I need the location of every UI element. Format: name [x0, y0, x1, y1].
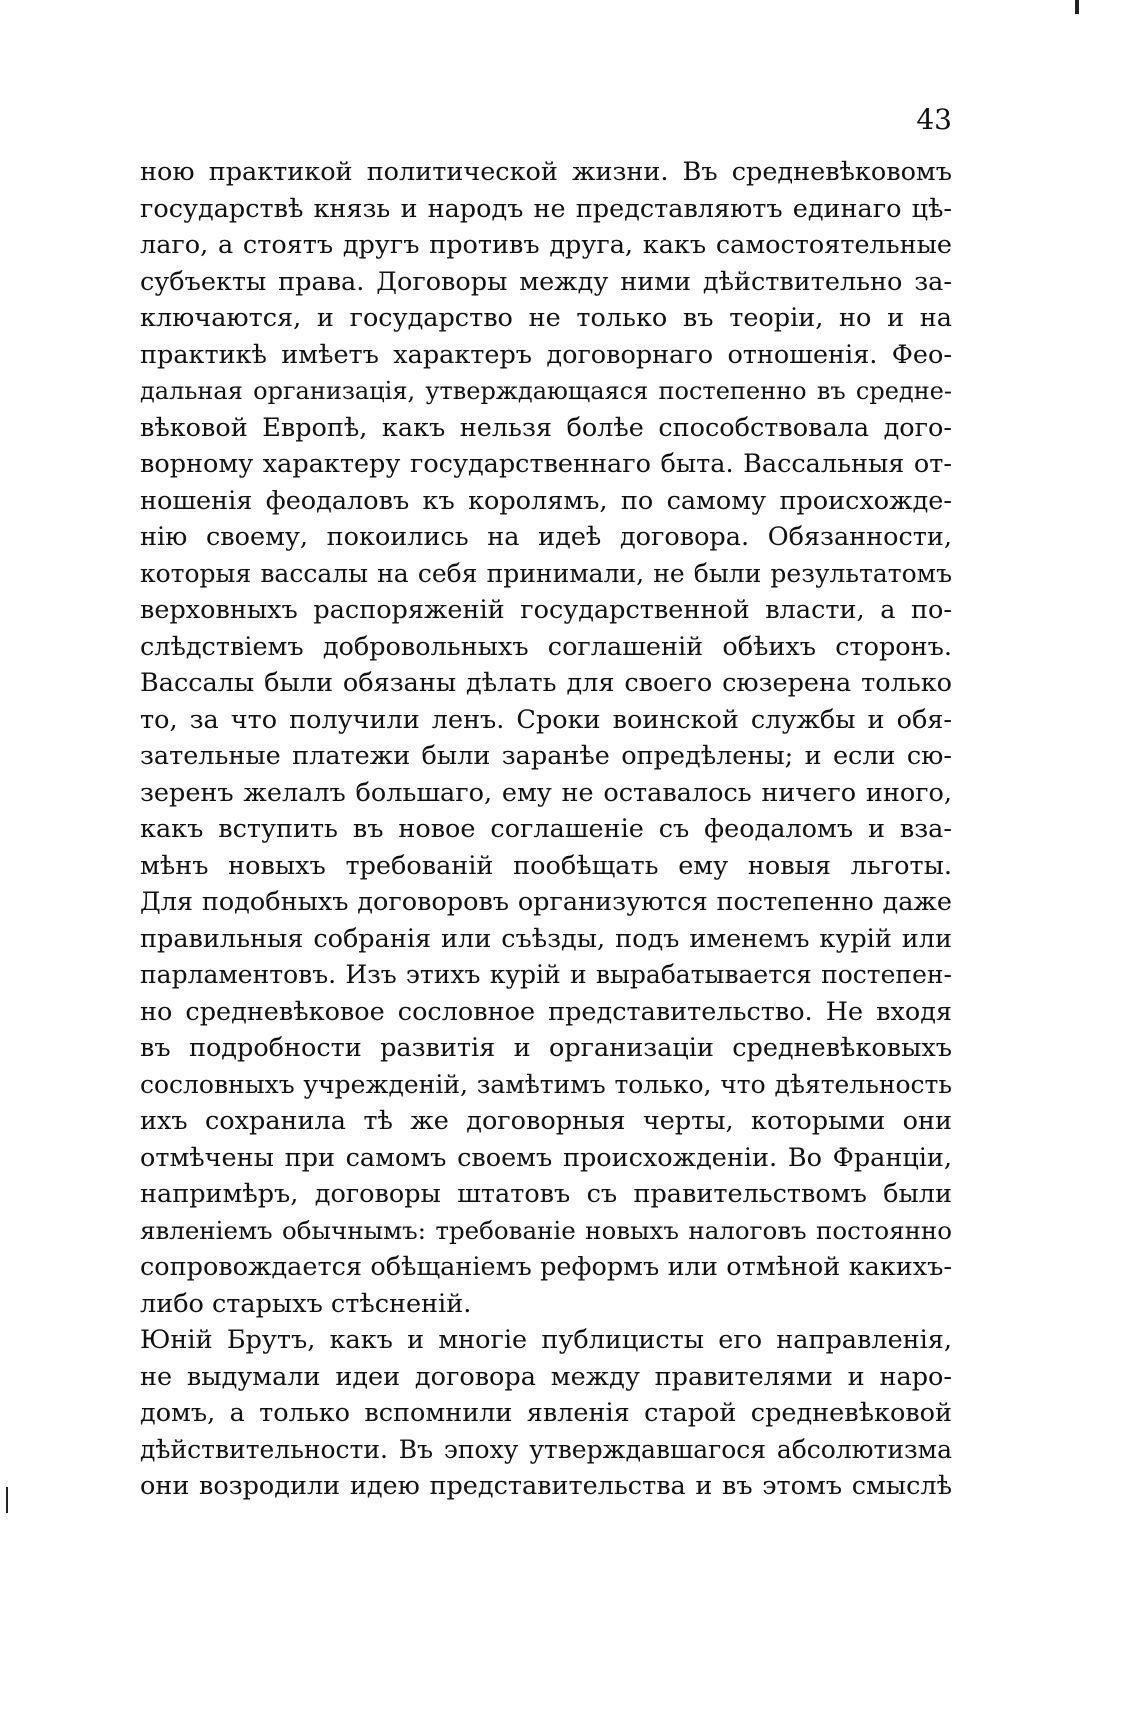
text-line: въ подробности развитія и организаціи средневѣковыхъ	[140, 1033, 952, 1063]
text-line: домъ, а только вспомнили явленія старой средневѣковой	[140, 1398, 952, 1428]
text-line: они возродили идею представительства и въ этомъ смыслѣ	[140, 1471, 952, 1501]
text-line: ношенія феодаловъ къ королямъ, по самому происхожде-	[140, 485, 952, 516]
text-line: нію своему, покоились на идеѣ договора. Обязанности,	[140, 522, 952, 552]
text-line: лаго, а стоятъ другъ противъ друга, какъ самостоятельные	[140, 230, 952, 260]
text-line: дѣйствительности. Въ эпоху утверждавшагося абсолютизма	[140, 1434, 952, 1464]
text-line: то, за что получили ленъ. Сроки воинской службы и обя-	[140, 704, 952, 735]
text-line: ихъ сохранила тѣ же договорныя черты, которыми они	[140, 1106, 952, 1136]
page-number: 43	[916, 103, 952, 136]
text-line: государствѣ князь и народъ не представляютъ единаго цѣ-	[140, 193, 952, 224]
text-line: дальная организація, утверждающаяся постепенно въ средне-	[140, 377, 952, 405]
body-text	[140, 154, 952, 1505]
text-line: явленіемъ обычнымъ: требованіе новыхъ налоговъ постоянно	[140, 1215, 952, 1245]
text-line: сопровождается обѣщаніемъ реформъ или отмѣной какихъ-	[140, 1252, 952, 1282]
text-line: ною практикой политической жизни. Въ средневѣковомъ	[140, 157, 952, 187]
text-line: отмѣчены при самомъ своемъ происхожденіи. Во Франціи,	[140, 1142, 952, 1173]
text-line: мѣнъ новыхъ требованій пообѣщать ему новыя льготы.	[140, 850, 952, 881]
text-line: которыя вассалы на себя принимали, не были результатомъ	[140, 558, 952, 588]
text-line: сословныхъ учрежденій, замѣтимъ только, что дѣятельность	[140, 1069, 952, 1099]
text-line: напримѣръ, договоры штатовъ съ правительствомъ были	[140, 1179, 952, 1209]
text-line: ключаются, и государство не только въ теоріи, но и на	[140, 303, 952, 333]
text-line: слѣдствіемъ добровольныхъ соглашеній обѣихъ сторонъ.	[140, 631, 952, 662]
text-line: либо старыхъ стѣсненій.	[140, 1288, 472, 1319]
text-line: практикѣ имѣетъ характеръ договорнаго отношенія. Фео-	[140, 339, 952, 370]
text-line: Для подобныхъ договоровъ организуются постепенно даже	[140, 887, 952, 917]
scan-mark-side	[6, 1487, 8, 1513]
text-line: Юній Брутъ, какъ и многіе публицисты его направленія,	[140, 1325, 952, 1355]
text-line: зеренъ желалъ большаго, ему не оставалось ничего иного,	[140, 777, 952, 808]
text-line: не выдумали идеи договора между правителями и наро-	[140, 1361, 952, 1392]
text-line: ворному характеру государственнаго быта. Вассальныя от-	[140, 449, 952, 479]
text-line: вѣковой Европѣ, какъ нельзя болѣе способствовала дого-	[140, 412, 952, 443]
text-line: Вассалы были обязаны дѣлать для своего сюзерена только	[140, 668, 952, 698]
text-line: парламентовъ. Изъ этихъ курій и вырабатывается постепен-	[140, 960, 952, 989]
text-line: зательные платежи были заранѣе опредѣлены; и если сю-	[140, 741, 952, 771]
text-line: верховныхъ распоряженій государственной власти, а по-	[140, 595, 952, 625]
text-line: субъекты права. Договоры между ними дѣйствительно за-	[140, 266, 952, 297]
text-line: но средневѣковое сословное представительство. Не входя	[140, 996, 952, 1027]
text-line: правильныя собранія или съѣзды, подъ именемъ курій или	[140, 923, 952, 954]
text-line: какъ вступить въ новое соглашеніе съ феодаломъ и вза-	[140, 814, 952, 844]
scan-mark-top	[1075, 0, 1079, 14]
